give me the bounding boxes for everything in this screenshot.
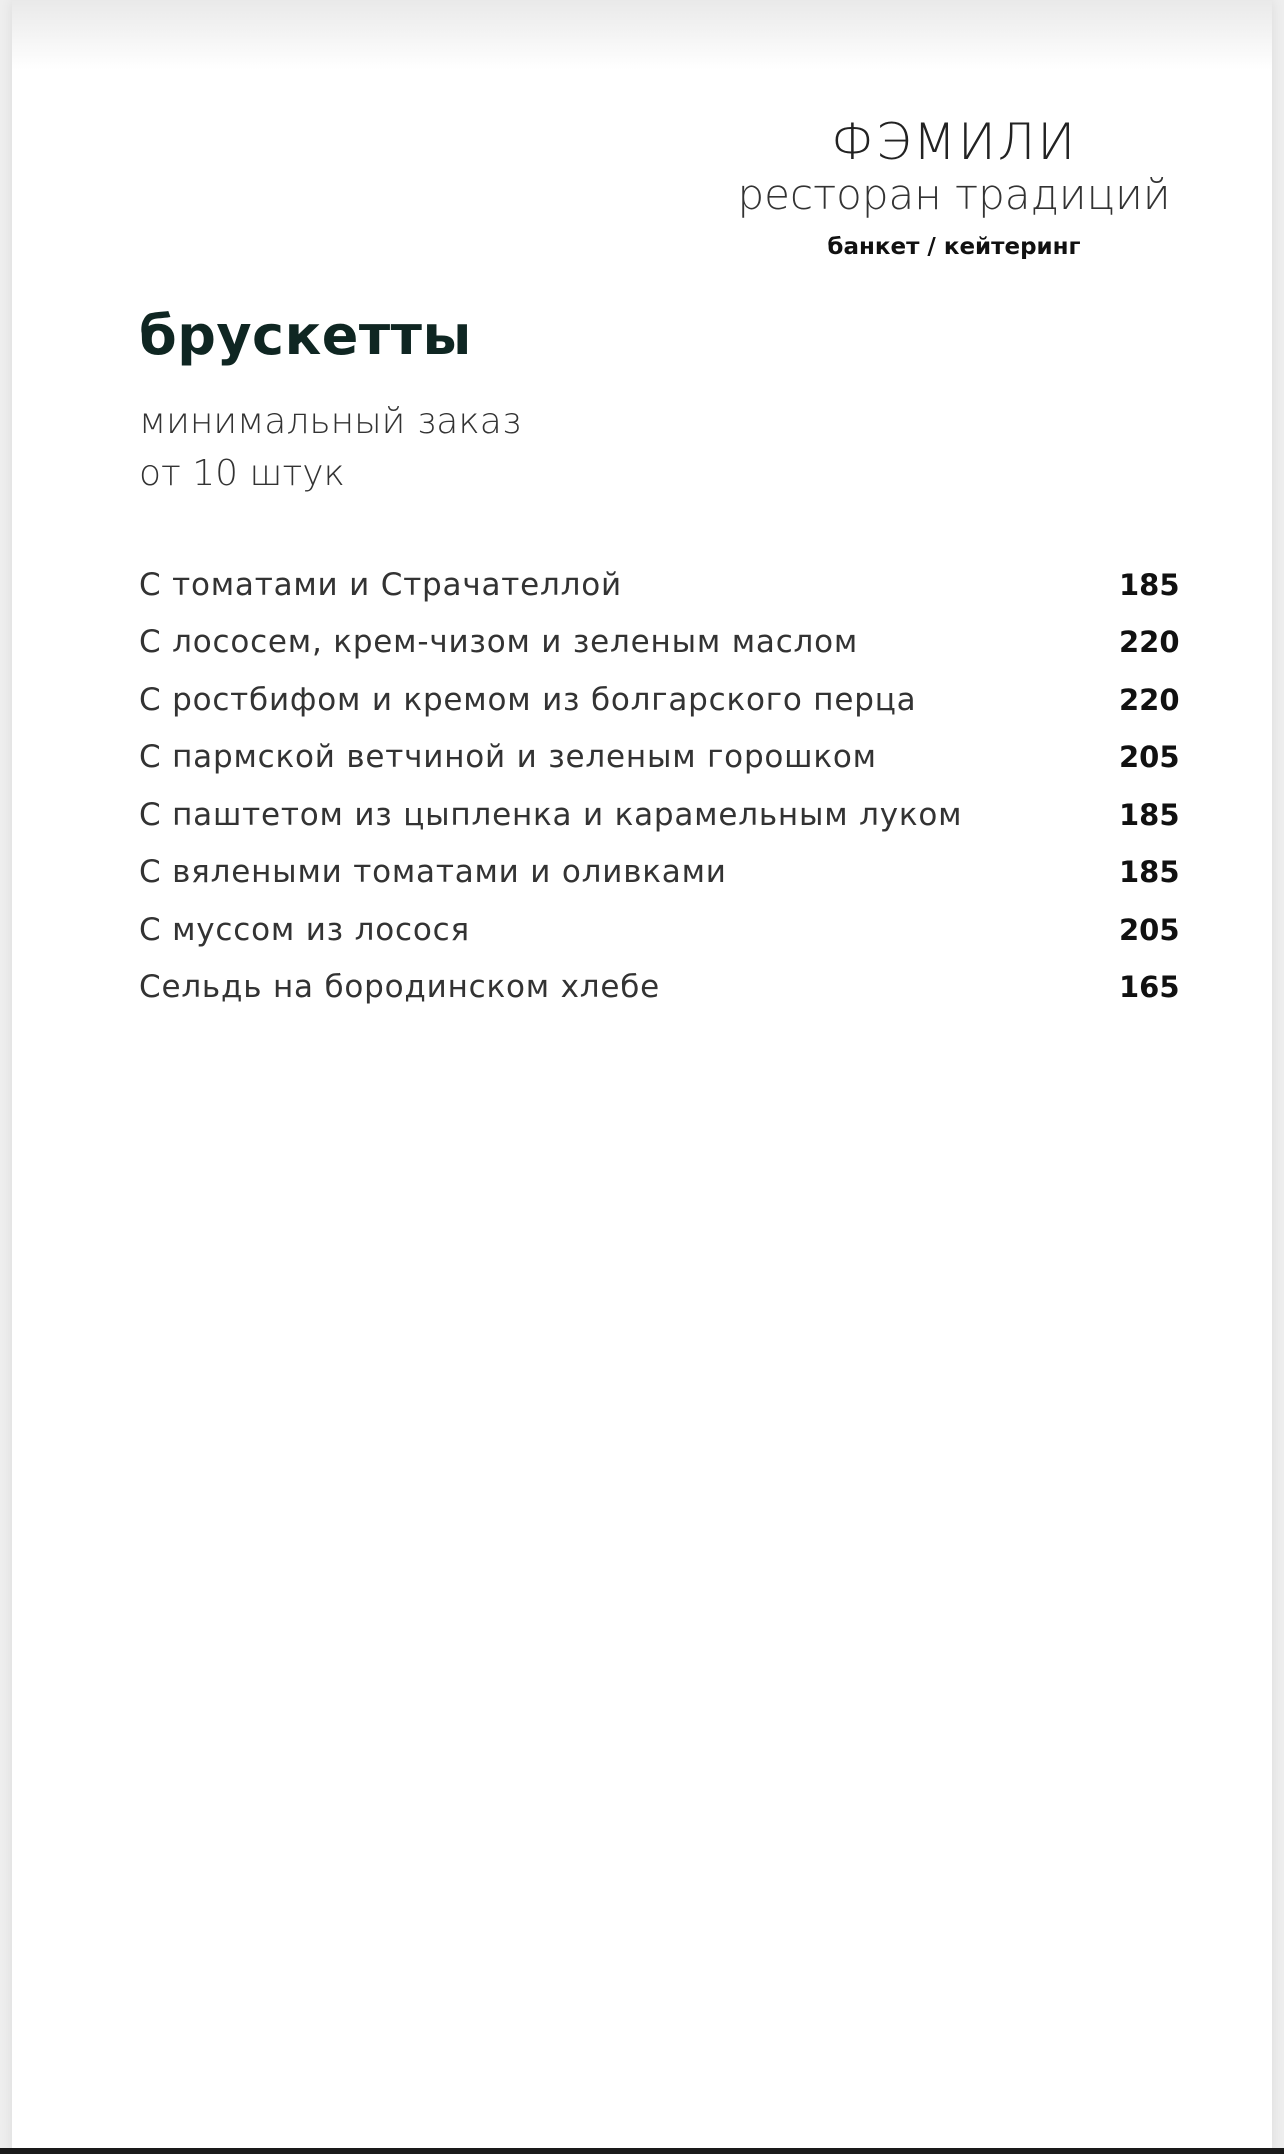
- menu-item: [139, 671, 1189, 729]
- menu-item-name: С лососем, крем-чизом и зеленым маслом: [139, 624, 859, 661]
- min-order-line-1: минимальный заказ: [139, 401, 522, 442]
- menu-item-price: 220: [1119, 682, 1180, 717]
- menu-item-price: 185: [1119, 797, 1180, 832]
- menu-item: [139, 729, 1189, 787]
- menu-item: [139, 614, 1189, 672]
- menu-item-price: 205: [1119, 912, 1180, 947]
- menu-item-name: Сельдь на бородинском хлебе: [139, 969, 661, 1006]
- menu-item-price: 165: [1119, 970, 1180, 1005]
- menu-item-name: С муссом из лосося: [139, 911, 470, 948]
- menu-item-name: С ростбифом и кремом из болгарского перца: [139, 681, 917, 718]
- menu-item: [139, 844, 1189, 902]
- brand-name: ФЭМИЛИ: [830, 113, 1078, 171]
- bottom-edge: [0, 2148, 1284, 2154]
- menu-item: [139, 901, 1189, 959]
- menu-item-price: 205: [1119, 740, 1180, 775]
- menu-item-price: 185: [1119, 567, 1180, 602]
- menu-page: [12, 0, 1272, 2154]
- brand-block: [724, 112, 1184, 260]
- menu-item-name: С паштетом из цыпленка и карамельным луком: [139, 796, 963, 833]
- menu-list: [139, 556, 1189, 1016]
- min-order-note: [139, 396, 521, 500]
- menu-item-name: С пармской ветчиной и зеленым горошком: [139, 739, 877, 776]
- menu-item-name: С томатами и Страчателлой: [139, 566, 622, 603]
- brand-services: банкет / кейтеринг: [827, 234, 1081, 260]
- min-order-line-2: от 10 штук: [139, 453, 345, 494]
- brand-tagline: ресторан традиций: [737, 170, 1171, 219]
- menu-item-price: 185: [1119, 855, 1180, 890]
- menu-item-name: С вялеными томатами и оливками: [139, 854, 727, 891]
- section-title: брускетты: [139, 304, 472, 367]
- menu-item: [139, 556, 1189, 614]
- menu-item: [139, 959, 1189, 1017]
- top-shade: [12, 0, 1272, 70]
- menu-item-price: 220: [1119, 625, 1180, 660]
- menu-item: [139, 786, 1189, 844]
